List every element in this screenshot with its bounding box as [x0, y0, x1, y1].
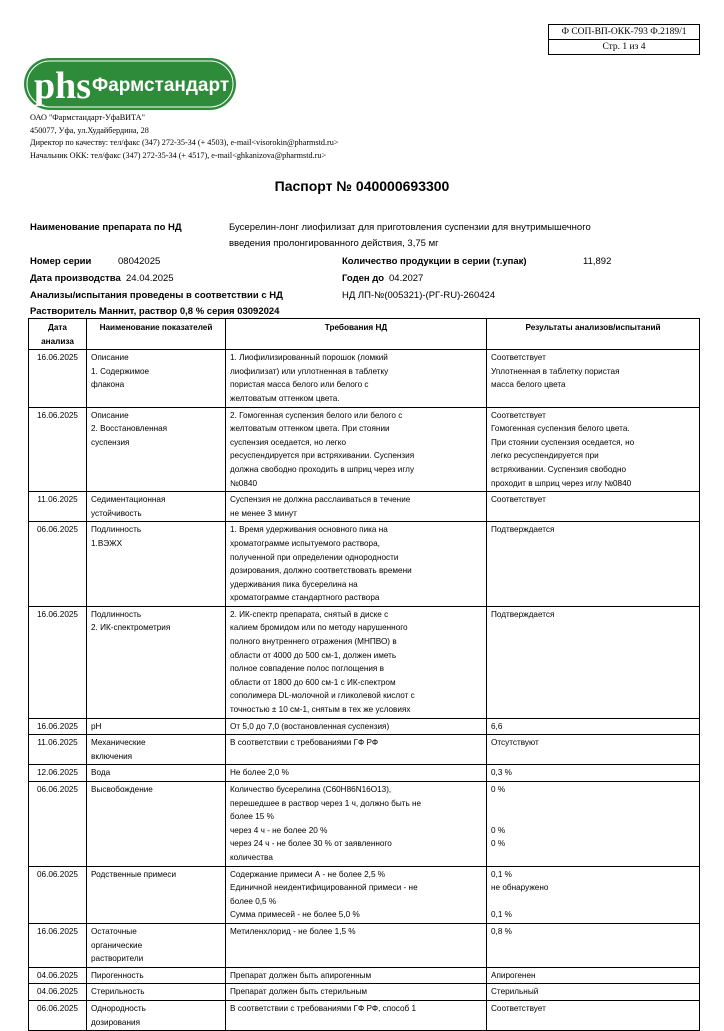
- cell-requirement-line: лиофилизат) или уплотненная в таблетку: [230, 366, 389, 376]
- cell-indicator-line: pH: [91, 721, 102, 731]
- cell-requirement: [226, 492, 487, 522]
- page-number: Стр. 1 из 4: [602, 42, 646, 52]
- quantity-value: 11,892: [583, 256, 612, 267]
- cell-result-line: встряхивании. Суспензия свободно: [491, 464, 627, 474]
- cell-requirement: [226, 522, 487, 607]
- cell-result-line: [491, 895, 695, 909]
- cell-result: [487, 866, 700, 923]
- cell-requirement: [226, 765, 487, 782]
- cell-result-line: масса белого цвета: [491, 380, 566, 390]
- cell-result-line: 0,8 %: [491, 926, 512, 936]
- cell-result-line: Соответствует: [491, 495, 546, 505]
- cell-result-line: 0,1 %: [491, 910, 512, 920]
- cell-date: 16.06.2025: [29, 718, 87, 735]
- cell-result-line: Соответствует: [491, 353, 546, 363]
- logo-name: Фармстандарт: [92, 75, 230, 96]
- logo-mark: phs: [34, 65, 92, 107]
- cell-requirement-line: пористая масса белого или белого с: [230, 380, 369, 390]
- cell-requirement: [226, 967, 487, 984]
- cell-result: [487, 606, 700, 718]
- cell-requirement-line: Единичной неидентифицированной примеси - не: [230, 883, 418, 893]
- cell-requirement-line: количества: [230, 852, 273, 862]
- header-requirements: Требования НД: [226, 319, 487, 350]
- expiry-label: Годен до: [342, 273, 385, 284]
- cell-indicator-line: Стерильность: [91, 987, 145, 997]
- company-info: [30, 112, 338, 162]
- cell-requirement-line: хроматограмме испытуемого раствора,: [230, 538, 380, 548]
- cell-requirement-line: не менее 3 минут: [230, 508, 297, 518]
- cell-indicator-line: Описание: [91, 353, 129, 363]
- solvent-info: Растворитель Маннит, раствор 0,8 % серия 03092024: [30, 306, 280, 317]
- cell-requirement-line: Препарат должен быть стерильным: [230, 987, 368, 997]
- cell-indicator: [87, 718, 226, 735]
- cell-requirement-line: калием бромидом или по методу нарушенного: [230, 623, 408, 633]
- drug-label: Наименование препарата по НД: [30, 222, 182, 233]
- cell-indicator: [87, 782, 226, 867]
- cell-indicator-line: 1. Содержимое: [91, 366, 150, 376]
- cell-requirement-line: точностью ± 10 см-1, снятым в тех же условиях: [230, 705, 411, 715]
- table-row: [29, 984, 700, 1001]
- cell-requirement-line: сополимера DL-молочной и гликолевой кислот с: [230, 691, 415, 701]
- pharmstandard-logo: [24, 58, 236, 110]
- cell-date: 11.06.2025: [29, 735, 87, 765]
- cell-indicator: [87, 492, 226, 522]
- cell-date: 06.06.2025: [29, 1000, 87, 1030]
- cell-date: 16.06.2025: [29, 350, 87, 407]
- cell-requirement-line: желтоватым оттенком цвета. При стоянии: [230, 424, 390, 434]
- cell-result: [487, 967, 700, 984]
- cell-requirement: [226, 718, 487, 735]
- table-row: [29, 735, 700, 765]
- cell-indicator: [87, 967, 226, 984]
- cell-result-line: 0,1 %: [491, 869, 512, 879]
- cell-requirement-line: полное совпадение полос поглощения в: [230, 664, 384, 674]
- cell-result-line: [491, 797, 695, 811]
- cell-result-line: Апирогенен: [491, 970, 536, 980]
- series-label: Номер серии: [30, 256, 92, 267]
- cell-indicator: [87, 765, 226, 782]
- cell-result: [487, 735, 700, 765]
- cell-date: 04.06.2025: [29, 984, 87, 1001]
- cell-indicator-line: растворители: [91, 954, 144, 964]
- cell-date: 12.06.2025: [29, 765, 87, 782]
- cell-result-line: 0 %: [491, 785, 506, 794]
- production-date-label: Дата производства: [30, 273, 121, 284]
- cell-indicator-line: Механические: [91, 738, 146, 748]
- table-row: [29, 492, 700, 522]
- form-code: Ф СОП-ВП-ОКК-793 Ф.2189/1: [549, 25, 699, 40]
- header-results: Результаты анализов/испытаний: [487, 319, 700, 350]
- cell-indicator: [87, 522, 226, 607]
- production-date-value: 24.04.2025: [126, 273, 174, 284]
- form-code-box: [548, 24, 700, 55]
- company-address: 450077, Уфа, ул.Худайбердина, 28: [30, 125, 149, 135]
- quantity-label: Количество продукции в серии (т.упак): [342, 256, 527, 267]
- analysis-table: [28, 318, 700, 1031]
- header-indicator: Наименование показателей: [87, 319, 226, 350]
- cell-result-line: Соответствует: [491, 1003, 546, 1013]
- cell-requirement: [226, 407, 487, 492]
- cell-indicator-line: Пирогенность: [91, 970, 144, 980]
- cell-date: 06.06.2025: [29, 522, 87, 607]
- cell-requirement-line: 2. ИК-спектр препарата, снятый в диске с: [230, 609, 389, 619]
- table-row: [29, 1000, 700, 1030]
- cell-result-line: [491, 851, 695, 865]
- cell-requirement-line: более 15 %: [230, 812, 274, 822]
- cell-requirement: [226, 984, 487, 1001]
- table-row: [29, 923, 700, 967]
- passport-title: Паспорт № 040000693300: [274, 178, 450, 194]
- cell-requirement-line: хроматограмме стандартного раствора: [230, 593, 380, 603]
- cell-indicator-line: Подлинность: [91, 609, 142, 619]
- cell-requirement-line: через 24 ч - не более 30 % от заявленного: [230, 839, 392, 849]
- cell-indicator-line: суспензия: [91, 437, 130, 447]
- cell-result: [487, 782, 700, 867]
- quality-director-contact: Директор по качеству: тел/факс (347) 272-35-34 (+ 4503), e-mail<visorokin@pharmstd.ru>: [30, 138, 339, 147]
- table-row: [29, 718, 700, 735]
- cell-indicator: [87, 606, 226, 718]
- cell-indicator: [87, 866, 226, 923]
- company-name: ОАО "Фармстандарт-УфаВИТА": [30, 113, 145, 122]
- cell-result-line: 0,3 %: [491, 768, 512, 778]
- cell-requirement-line: Количество бусерелина (C60H86N16O13),: [230, 785, 392, 794]
- cell-result: [487, 407, 700, 492]
- cell-requirement-line: В соответствии с требованиями ГФ РФ, способ 1: [230, 1003, 417, 1013]
- cell-indicator-line: 1.ВЭЖХ: [91, 538, 123, 548]
- cell-requirement-line: области от 1800 до 600 см-1 с ИК-спектром: [230, 677, 396, 687]
- cell-requirement-line: суспензия оседается, но легко: [230, 437, 346, 447]
- cell-indicator-line: Вода: [91, 768, 111, 778]
- cell-indicator-line: Остаточные: [91, 926, 137, 936]
- table-row: [29, 350, 700, 407]
- cell-date: 11.06.2025: [29, 492, 87, 522]
- cell-requirement-line: должна свободно проходить в шприц через иглу: [230, 464, 415, 474]
- table-row: [29, 522, 700, 607]
- cell-indicator-line: Высвобождение: [91, 785, 153, 794]
- header-date: Дата анализа: [29, 319, 87, 350]
- cell-result: [487, 765, 700, 782]
- cell-requirement-line: №0840: [230, 478, 257, 488]
- cell-indicator-line: устойчивость: [91, 508, 142, 518]
- cell-requirement-line: области от 4000 до 500 см-1, должен иметь: [230, 650, 397, 660]
- cell-indicator: [87, 984, 226, 1001]
- cell-result-line: Соответствует: [491, 410, 546, 420]
- cell-indicator-line: дозирования: [91, 1017, 141, 1027]
- cell-requirement-line: В соответствии с требованиями ГФ РФ: [230, 738, 379, 748]
- cell-requirement-line: более 0,5 %: [230, 896, 277, 906]
- cell-indicator-line: флакона: [91, 380, 125, 390]
- cell-result-line: 0 %: [491, 839, 506, 849]
- cell-requirement-line: Содержание примеси А - не более 2,5 %: [230, 869, 386, 879]
- cell-requirement-line: полученной при определении однородности: [230, 552, 399, 562]
- cell-requirement-line: 1. Лиофилизированный порошок (ломкий: [230, 353, 388, 363]
- series-value: 08042025: [118, 256, 161, 267]
- cell-result: [487, 718, 700, 735]
- cell-date: 04.06.2025: [29, 967, 87, 984]
- cell-requirement: [226, 606, 487, 718]
- cell-requirement-line: желтоватым оттенком цвета.: [230, 393, 340, 403]
- cell-indicator-line: 2. Восстановленная: [91, 424, 168, 434]
- table-row: [29, 765, 700, 782]
- cell-date: 16.06.2025: [29, 606, 87, 718]
- table-row: [29, 606, 700, 718]
- cell-indicator-line: Подлинность: [91, 525, 142, 535]
- cell-indicator-line: Родственные примеси: [91, 869, 177, 879]
- cell-indicator-line: Седиментационная: [91, 495, 166, 505]
- drug-name-line1: Бусерелин-лонг лиофилизат для приготовления суспензии для внутримышечного: [229, 222, 591, 233]
- cell-result-line: При стоянии суспензия оседается, но: [491, 437, 635, 447]
- cell-requirement: [226, 735, 487, 765]
- cell-indicator-line: Однородность: [91, 1003, 146, 1013]
- cell-requirement-line: Препарат должен быть апирогенным: [230, 970, 372, 980]
- cell-indicator: [87, 350, 226, 407]
- cell-date: 16.06.2025: [29, 407, 87, 492]
- cell-indicator: [87, 1000, 226, 1030]
- cell-indicator: [87, 407, 226, 492]
- analyses-nd-value: НД ЛП-№(005321)-(РГ-RU)-260424: [342, 290, 496, 301]
- analyses-label: Анализы/испытания проведены в соответствии с НД: [30, 290, 283, 301]
- cell-indicator-line: органические: [91, 940, 143, 950]
- cell-result-line: легко ресуспендируется при: [491, 451, 599, 461]
- table-row: [29, 782, 700, 867]
- table-body: [29, 350, 700, 1031]
- cell-indicator-line: включения: [91, 751, 133, 761]
- cell-result-line: Подтверждается: [491, 609, 555, 619]
- table-row: [29, 407, 700, 492]
- cell-date: 06.06.2025: [29, 782, 87, 867]
- cell-requirement-line: полного внутреннего отражения (МНПВО) в: [230, 637, 397, 647]
- cell-result: [487, 923, 700, 967]
- cell-result-line: Уплотненная в таблетку пористая: [491, 366, 620, 376]
- cell-result-line: Гомогенная суспензия белого цвета.: [491, 424, 630, 434]
- cell-requirement-line: Не более 2,0 %: [230, 768, 289, 778]
- drug-name-line2: введения пролонгированного действия, 3,75 мг: [229, 238, 439, 249]
- cell-result-line: 0 %: [491, 825, 506, 835]
- cell-result: [487, 1000, 700, 1030]
- cell-requirement: [226, 866, 487, 923]
- cell-requirement-line: 2. Гомогенная суспензия белого или белого с: [230, 410, 403, 420]
- cell-indicator-line: 2. ИК-спектрометрия: [91, 623, 171, 633]
- table-row: [29, 866, 700, 923]
- cell-requirement-line: удерживания пика бусерелина на: [230, 579, 358, 589]
- cell-indicator: [87, 923, 226, 967]
- cell-requirement-line: От 5,0 до 7,0 (востановленная суспензия): [230, 721, 390, 731]
- okk-head-contact: Начальник ОКК: тел/факс (347) 272-35-34 (+ 4517), e-mail<ghkanizova@pharmstd.ru>: [30, 150, 327, 160]
- cell-result: [487, 984, 700, 1001]
- table-header-row: [29, 319, 700, 350]
- cell-requirement-line: ресуспендируется при встряхивании. Суспензия: [230, 451, 415, 461]
- cell-requirement: [226, 1000, 487, 1030]
- cell-result-line: проходит в шприц через иглу №0840: [491, 478, 632, 488]
- cell-requirement: [226, 782, 487, 867]
- cell-result-line: не обнаружено: [491, 883, 549, 893]
- cell-date: 06.06.2025: [29, 866, 87, 923]
- cell-result-line: Подтверждается: [491, 525, 555, 535]
- cell-result: [487, 350, 700, 407]
- cell-requirement-line: 1. Время удерживания основного пика на: [230, 525, 388, 535]
- cell-indicator: [87, 735, 226, 765]
- cell-requirement-line: через 4 ч - не более 20 %: [230, 825, 328, 835]
- cell-requirement-line: Метиленхлорид - не более 1,5 %: [230, 926, 356, 936]
- cell-result: [487, 522, 700, 607]
- cell-requirement: [226, 923, 487, 967]
- cell-result-line: Стерильный: [491, 987, 539, 997]
- cell-result-line: Отсутствуют: [491, 738, 539, 748]
- cell-requirement-line: Сумма примесей - не более 5,0 %: [230, 910, 360, 920]
- cell-result-line: [491, 810, 695, 824]
- cell-date: 16.06.2025: [29, 923, 87, 967]
- expiry-value: 04.2027: [389, 273, 424, 284]
- cell-requirement-line: перешедшее в раствор через 1 ч, должно быть не: [230, 798, 422, 808]
- table-row: [29, 967, 700, 984]
- cell-result: [487, 492, 700, 522]
- cell-indicator-line: Описание: [91, 410, 129, 420]
- cell-requirement: [226, 350, 487, 407]
- cell-requirement-line: дозирования, должно соответствовать времени: [230, 566, 412, 576]
- cell-requirement-line: Суспензия не должна расслаиваться в течение: [230, 495, 411, 505]
- cell-result-line: 6,6: [491, 721, 503, 731]
